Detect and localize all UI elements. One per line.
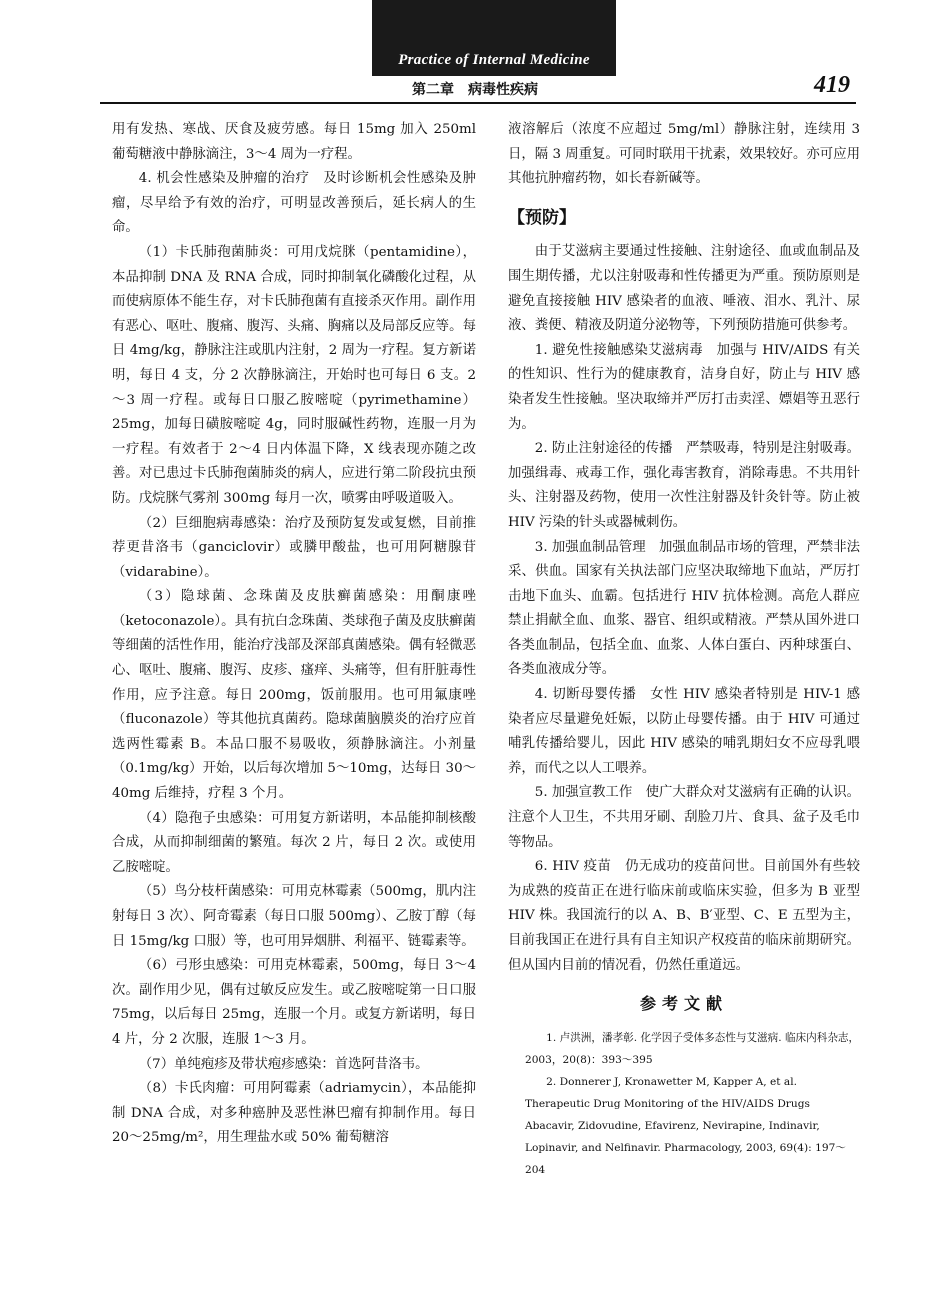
paragraph: 4. 机会性感染及肿瘤的治疗 及时诊断机会性感染及肿瘤，尽早给予有效的治疗，可明显改善预后，延长病人的生命。 xyxy=(112,171,476,236)
paragraph: （5）鸟分枝杆菌感染：可用克林霉素（500mg，肌内注射每日 3 次）、阿奇霉素（每日口服 500mg）、乙胺丁醇（每日 15mg/kg 口服）等，也可用异烟肼、利福平、链霉素等。 xyxy=(112,884,476,949)
paragraph: （1）卡氏肺孢菌肺炎：可用戊烷脒（pentamidine），本品抑制 DNA 及 RNA 合成，同时抑制氧化磷酸化过程，从而使病原体不能生存，对卡氏肺孢菌有直接杀灭作用。副作用有恶心、呕吐、腹痛、腹泻、头痛、胸痛以及局部反应等。每日 4mg/kg，静脉注注或肌内注射，2 周为一疗程。复方新诺明，每日 4 支，分 2 次静脉滴注，开始时也可每日 6 支。2～3 周一疗程。或每日口服乙胺嘧啶（pyrimethamine）25mg，加每日磺胺嘧啶 4g，同时服碱性药物，连服一月为一疗程。有效者于 2～4 日内体温下降，X 线表现亦随之改善。对已患过卡氏肺孢菌肺炎的病人，应进行第二阶段抗虫预防。戊烷脒气雾剂 300mg 每月一次，喷雾由呼吸道吸入。 xyxy=(112,244,476,506)
paragraph: （3）隐球菌、念珠菌及皮肤癣菌感染：用酮康唑（ketoconazole）。具有抗白念珠菌、类球孢子菌及皮肤癣菌等细菌的活性作用，能治疗浅部及深部真菌感染。偶有轻微恶心、呕吐、腹痛、腹泻、皮疹、瘙痒、头痛等，但有肝脏毒性作用，应予注意。每日 200mg，饭前服用。也可用氟康唑（fluconazole）等其他抗真菌药。隐球菌脑膜炎的治疗应首选两性霉素 B。本品口服不易吸收，须静脉滴注。小剂量（0.1mg/kg）开始，以后每次增加 5～10mg，达每日 30～40mg 后维持，疗程 3 个月。 xyxy=(112,589,476,802)
page-number: 419 xyxy=(814,72,850,98)
journal-header-band xyxy=(372,0,616,76)
paragraph: 6. HIV 疫苗 仍无成功的疫苗问世。目前国外有些较为成熟的疫苗正在进行临床前或临床实验，但多为 B 亚型 HIV 株。我国流行的以 A、B、B′亚型、C、E 五型为主，目前我国正在进行具有自主知识产权疫苗的临床前期研究。但从国内目前的情况看，仍然任重道远。 xyxy=(508,859,860,973)
reference-list xyxy=(508,1027,860,1181)
paragraph: 3. 加强血制品管理 加强血制品市场的管理，严禁非法采、供血。国家有关执法部门应坚决取缔地下血站，严厉打击地下血头、血霸。包括进行 HIV 抗体检测。高危人群应禁止捐献全血、血浆、器官、组织或精液。严禁从国外进口各类血制品，包括全血、血浆、人体白蛋白、丙种球蛋白、各类血液成分等。 xyxy=(508,539,860,678)
paragraph: （4）隐孢子虫感染：可用复方新诺明，本品能抑制核酸合成，从而抑制细菌的繁殖。每次 2 片，每日 2 次。或使用乙胺嘧啶。 xyxy=(112,810,476,875)
section-title: 【预防】 xyxy=(508,207,576,228)
paragraph: 1. 避免性接触感染艾滋病毒 加强与 HIV/AIDS 有关的性知识、性行为的健康教育，洁身自好，防止与 HIV 感染者发生性接触。坚决取缔并严厉打击卖淫、嫖娼等丑恶行为。 xyxy=(508,342,860,432)
reference-item: 2. Donnerer J, Kronawetter M, Kapper A, et al. Therapeutic Drug Monitoring of the HIV/AIDS Drugs Abacavir, Zidovudine, Efavirenz, Nevirapine, Indinavir, Lopinavir, and Nelfinavir. Pharmacology, 2003, 69(4): 197～204 xyxy=(524,1075,846,1176)
chapter-title: 第二章 病毒性疾病 xyxy=(412,82,538,98)
right-column xyxy=(508,118,860,1181)
references-title: 参考文献 xyxy=(639,994,728,1014)
paragraph: 5. 加强宣教工作 使广大群众对艾滋病有正确的认识。注意个人卫生，不共用牙刷、刮脸刀片、食具、盆子及毛巾等物品。 xyxy=(508,785,860,850)
journal-title: Practice of Internal Medicine xyxy=(398,52,590,68)
header-rule xyxy=(100,102,856,104)
paragraph: （7）单纯疱疹及带状疱疹感染：首选阿昔洛韦。 xyxy=(138,1056,429,1072)
paragraph: 液溶解后（浓度不应超过 5mg/ml）静脉注射，连续用 3 日，隔 3 周重复。可同时联用干扰素，效果较好。亦可应用其他抗肿瘤药物，如长春新碱等。 xyxy=(508,122,860,187)
paragraph: （8）卡氏肉瘤：可用阿霉素（adriamycin），本品能抑制 DNA 合成，对多种癌肿及恶性淋巴瘤有抑制作用。每日 20～25mg/m²，用生理盐水或 50% 葡萄糖溶 xyxy=(112,1081,476,1146)
left-column xyxy=(112,118,476,1151)
reference-item: 1. 卢洪洲，潘孝彰. 化学因子受体多态性与艾滋病. 临床内科杂志，2003，20(8)：393～395 xyxy=(524,1031,860,1066)
paragraph: 用有发热、寒战、厌食及疲劳感。每日 15mg 加入 250ml 葡萄糖液中静脉滴注，3～4 周为一疗程。 xyxy=(112,122,476,162)
paragraph: 由于艾滋病主要通过性接触、注射途径、血或血制品及围生期传播，尤以注射吸毒和性传播更为严重。预防原则是避免直接接触 HIV 感染者的血液、唾液、泪水、乳汁、尿液、粪便、精液及阴道分泌物等，下列预防措施可供参考。 xyxy=(508,244,860,334)
paragraph: （6）弓形虫感染：可用克林霉素，500mg，每日 3～4 次。副作用少见，偶有过敏反应发生。或乙胺嘧啶第一日口服 75mg，以后每日 25mg，连服一个月。或复方新诺明，每日 4 片，分 2 次服，连服 1～3 月。 xyxy=(112,958,476,1047)
paragraph: 4. 切断母婴传播 女性 HIV 感染者特别是 HIV-1 感染者应尽量避免妊娠，以防止母婴传播。由于 HIV 可通过哺乳传播给婴儿，因此 HIV 感染的哺乳期妇女不应母乳喂养，而代之以人工喂养。 xyxy=(508,687,860,776)
paragraph: 2. 防止注射途径的传播 严禁吸毒，特别是注射吸毒。加强缉毒、戒毒工作，强化毒害教育，消除毒患。不共用针头、注射器及药物，使用一次性注射器及针灸针等。防止被 HIV 污染的针头或器械刺伤。 xyxy=(508,441,860,530)
paragraph: （2）巨细胞病毒感染：治疗及预防复发或复燃，目前推荐更昔洛韦（ganciclovir）或膦甲酸盐，也可用阿糖腺苷（vidarabine）。 xyxy=(112,515,476,580)
